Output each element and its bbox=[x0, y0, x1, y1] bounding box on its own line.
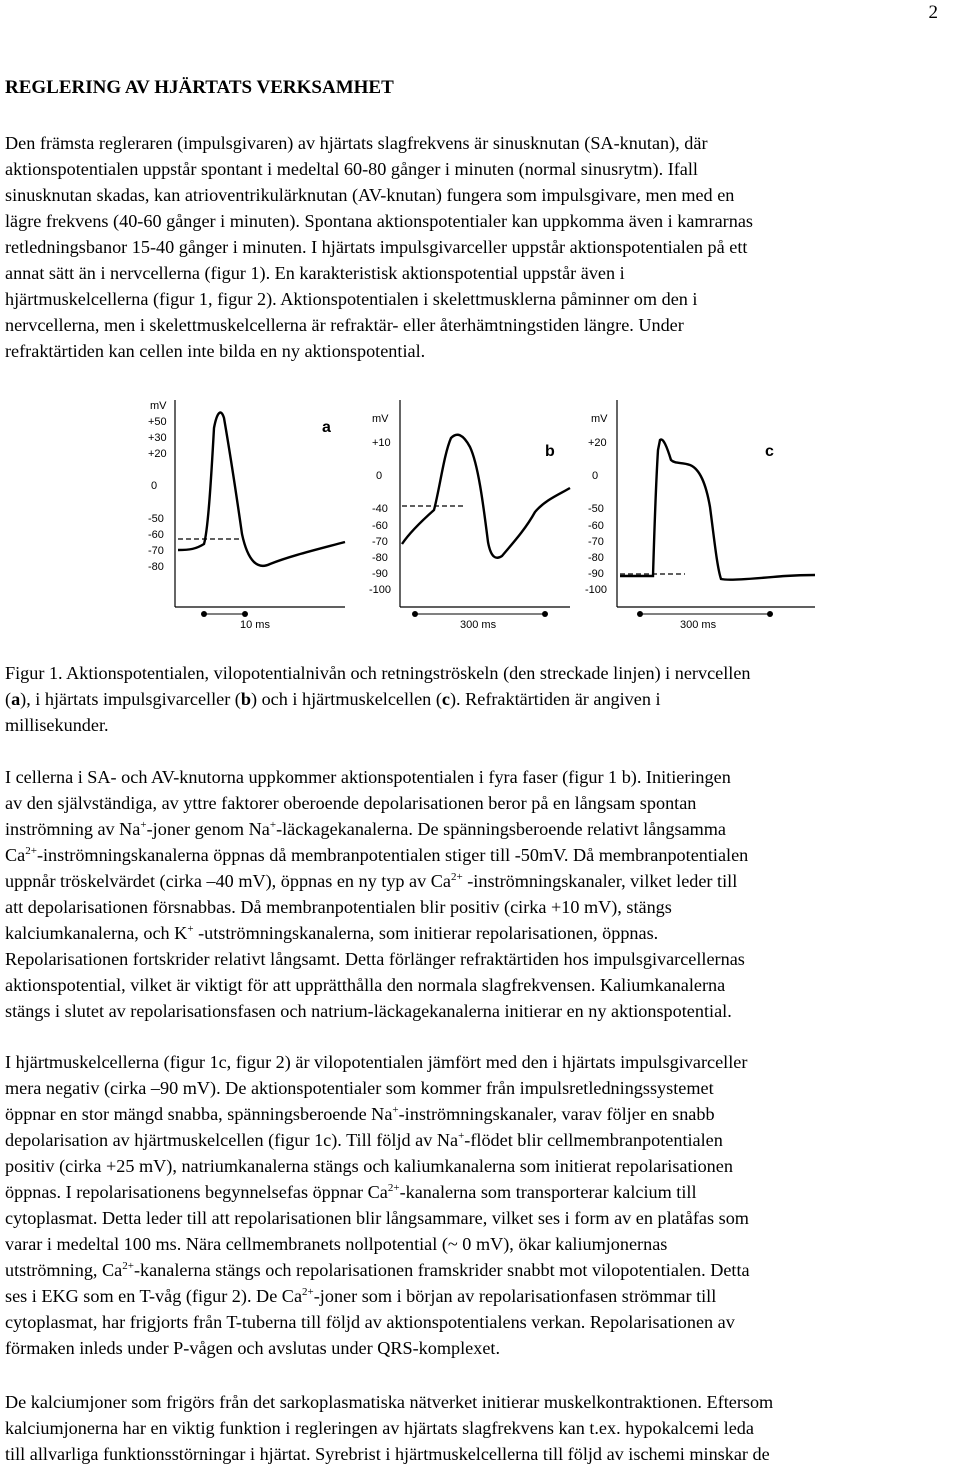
axis-tick-label: +30 bbox=[148, 432, 167, 444]
text-line bbox=[5, 842, 955, 868]
axis-tick-label: 0 bbox=[592, 470, 599, 482]
text-segment: -flödet blir cellmembranpotentialen bbox=[464, 1130, 723, 1150]
text-segment: ses i EKG som en T-våg (figur 2). De Ca bbox=[5, 1286, 303, 1306]
time-scale-label: 10 ms bbox=[240, 619, 270, 631]
text-line bbox=[5, 1101, 955, 1127]
axis-unit-label: mV bbox=[150, 400, 167, 412]
text-segment: inströmning av Na bbox=[5, 819, 141, 839]
axis-tick-label: -40 bbox=[372, 503, 388, 515]
panel-ref: b bbox=[240, 689, 251, 709]
superscript: + bbox=[269, 818, 277, 831]
scale-bar-end bbox=[412, 611, 418, 617]
panel-letter: c bbox=[765, 443, 774, 460]
text-segment: kalciumkanalerna, och K bbox=[5, 923, 188, 943]
axis-tick-label: -80 bbox=[148, 561, 164, 573]
panel-letter: a bbox=[322, 419, 331, 436]
section-heading: REGLERING AV HJÄRTATS VERKSAMHET bbox=[5, 77, 394, 98]
panel-b bbox=[369, 400, 570, 631]
text-segment: öppnar en stor mängd snabba, spänningsberoende Na bbox=[5, 1104, 393, 1124]
text-segment: -läckagekanalerna. De spänningsberoende relativt långsamma bbox=[276, 819, 727, 839]
axis-tick-label: 0 bbox=[376, 470, 383, 482]
axis-tick-label: -90 bbox=[372, 568, 388, 580]
superscript: + bbox=[392, 1103, 399, 1116]
axis-tick-label: +10 bbox=[372, 437, 391, 449]
time-scale-label: 300 ms bbox=[460, 619, 497, 631]
axis-tick-label: 0 bbox=[151, 480, 158, 492]
scale-bar-end bbox=[242, 611, 248, 617]
axis-tick-label: +20 bbox=[588, 437, 607, 449]
axis-tick-label: -80 bbox=[372, 552, 388, 564]
text-segment: -inströmningskanaler, vilket leder till bbox=[462, 871, 738, 891]
text-segment: -kanalerna stängs och repolarisationen framskrider snabbt mot vilopotentialen. Detta bbox=[133, 1260, 750, 1280]
superscript: + bbox=[187, 922, 194, 935]
axis-tick-label: -60 bbox=[588, 520, 604, 532]
caption-text: ), i hjärtats impulsgivarceller ( bbox=[20, 689, 241, 709]
text-line: kalciumjonerna har en viktig funktion i regleringen av hjärtats slagfrekvens kan t.ex. hypokalcemi leda bbox=[5, 1418, 754, 1438]
superscript: 2+ bbox=[122, 1259, 134, 1272]
text-line: till allvarliga funktionsstörningar i hjärtat. Syrebrist i hjärtmuskelcellerna till följd av ischemi minskar de bbox=[5, 1444, 770, 1464]
text-line bbox=[5, 816, 955, 842]
superscript: 2+ bbox=[302, 1285, 314, 1298]
text-line: aktionspotentialen uppstår spontant i medeltal 60-80 gånger i minuten (normal sinusrytm). Ifall bbox=[5, 159, 698, 179]
text-line: varar i medeltal 100 ms. Nära cellmembranets nollpotential (~ 0 mV), ökar kaliumjonernas bbox=[5, 1234, 668, 1254]
calcium-paragraph bbox=[5, 1389, 955, 1467]
text-line bbox=[5, 1127, 955, 1153]
text-line: att depolarisationen försnabbas. Då membranpotentialen blir positiv (cirka +10 mV), stängs bbox=[5, 897, 672, 917]
text-segment: Ca bbox=[5, 845, 26, 865]
text-segment: -inströmningskanaler, varav följer en snabb bbox=[398, 1104, 715, 1124]
axis-tick-label: +50 bbox=[148, 416, 167, 428]
text-segment: -joner genom Na bbox=[146, 819, 270, 839]
axis-tick-label: +20 bbox=[148, 448, 167, 460]
sa-av-paragraph bbox=[5, 764, 955, 1024]
text-segment: utströmning, Ca bbox=[5, 1260, 123, 1280]
panel-ref: c bbox=[441, 689, 450, 709]
text-line: sinusknutan skadas, kan atrioventrikulärknutan (AV-knutan) fungera som impulsgivare, men med en bbox=[5, 185, 735, 205]
text-segment: uppnår tröskelvärdet (cirka –40 mV), öppnas en ny typ av Ca bbox=[5, 871, 451, 891]
panel-c bbox=[585, 400, 815, 631]
text-line: cytoplasmat, har frigjorts från T-tuberna till följd av aktionspotentialens verkan. Repolarisationen av bbox=[5, 1312, 735, 1332]
superscript: 2+ bbox=[387, 1181, 400, 1194]
axis-tick-label: -50 bbox=[588, 503, 604, 515]
superscript: + bbox=[458, 1129, 465, 1142]
scale-bar-end bbox=[542, 611, 548, 617]
text-line: positiv (cirka +25 mV), natriumkanalerna stängs och kaliumkanalerna som initierat repolarisationen bbox=[5, 1156, 733, 1176]
panel-a bbox=[148, 400, 345, 631]
text-line: mera negativ (cirka –90 mV). De aktionspotentialer som kommer från impulsretledningssystemet bbox=[5, 1078, 714, 1098]
text-line bbox=[5, 1179, 955, 1205]
text-line: Repolarisationen fortskrider relativt långsamt. Detta förlänger refraktärtiden hos impulsgivarcellernas bbox=[5, 949, 745, 969]
text-line: lägre frekvens (40-60 gånger i minuten). Spontana aktionspotentialer kan uppkomma även i kamrarnas bbox=[5, 211, 753, 231]
text-line: De kalciumjoner som frigörs från det sarkoplasmatiska nätverket initierar muskelkontraktionen. Eftersom bbox=[5, 1392, 774, 1412]
axis-tick-label: -70 bbox=[372, 536, 388, 548]
scale-bar-end bbox=[767, 611, 773, 617]
axis-tick-label: -50 bbox=[148, 513, 164, 525]
text-line: annat sätt än i nervcellerna (figur 1). En karakteristisk aktionspotential uppstår även i bbox=[5, 263, 625, 283]
time-scale-label: 300 ms bbox=[680, 619, 717, 631]
text-line: av den självständiga, av yttre faktorer oberoende depolarisationen beror på en långsam spontan bbox=[5, 793, 697, 813]
action-potential-trace bbox=[178, 413, 345, 566]
text-line: hjärtmuskelcellerna (figur 1, figur 2). Aktionspotentialen i skelettmusklerna påminner om den i bbox=[5, 289, 698, 309]
text-line: förmaken inleds under P-vågen och avslutas under QRS-komplexet. bbox=[5, 1338, 500, 1358]
figure-caption bbox=[5, 660, 955, 738]
axis-tick-label: -100 bbox=[585, 584, 608, 596]
text-line: Den främsta regleraren (impulsgivaren) av hjärtats slagfrekvens är sinusknutan (SA-knutan), där bbox=[5, 133, 708, 153]
action-potential-figure bbox=[140, 392, 820, 632]
action-potential-trace bbox=[620, 439, 815, 579]
text-segment: -utströmningskanalerna, som initierar repolarisationen, öppnas. bbox=[193, 923, 659, 943]
caption-text: ( bbox=[5, 689, 12, 709]
text-line bbox=[5, 1257, 955, 1283]
text-line: nervcellerna, men i skelettmuskelcellerna är refraktär- eller återhämtningstiden längre. Under bbox=[5, 315, 684, 335]
axis-tick-label: -90 bbox=[588, 568, 604, 580]
axis-tick-label: -70 bbox=[588, 536, 604, 548]
page-number: 2 bbox=[928, 2, 938, 23]
axis-tick-label: -100 bbox=[369, 584, 392, 596]
caption-line: Figur 1. Aktionspotentialen, vilopotentialnivån och retningströskeln (den streckade linjen) i nervcellen bbox=[5, 663, 751, 683]
scale-bar-end bbox=[201, 611, 207, 617]
caption-text: ). Refraktärtiden är angiven i bbox=[449, 689, 661, 709]
text-segment: -kanalerna som transporterar kalcium till bbox=[399, 1182, 697, 1202]
caption-line bbox=[5, 686, 955, 712]
superscript: + bbox=[140, 818, 147, 831]
text-segment: depolarisation av hjärtmuskelcellen (figur 1c). Till följd av Na bbox=[5, 1130, 459, 1150]
intro-paragraph bbox=[5, 130, 955, 364]
superscript: 2+ bbox=[25, 844, 37, 857]
text-line: retledningsbanor 15-40 gånger i minuten. I hjärtats impulsgivarceller uppstår aktionspotentialen på ett bbox=[5, 237, 748, 257]
text-segment: -inströmningskanalerna öppnas då membranpotentialen stiger till -50mV. Då membranpotentialen bbox=[36, 845, 749, 865]
axis-tick-label: -60 bbox=[148, 529, 164, 541]
cardiomyocyte-paragraph bbox=[5, 1049, 955, 1361]
text-line: cytoplasmat. Detta leder till att repolarisationen blir långsammare, vilket ses i form av en platåfas som bbox=[5, 1208, 749, 1228]
text-line: I cellerna i SA- och AV-knutorna uppkommer aktionspotentialen i fyra faser (figur 1 b). Initieringen bbox=[5, 767, 731, 787]
caption-text: ) och i hjärtmuskelcellen ( bbox=[250, 689, 442, 709]
text-line: aktionspotential, vilket är viktigt för att upprätthålla den normala slagfrekvensen. Kaliumkanalerna bbox=[5, 975, 726, 995]
axis-tick-label: -70 bbox=[148, 545, 164, 557]
text-line: refraktärtiden kan cellen inte bilda en ny aktionspotential. bbox=[5, 341, 426, 361]
caption-line: millisekunder. bbox=[5, 715, 109, 735]
text-segment: öppnas. I repolarisationens begynnelsefas öppnar Ca bbox=[5, 1182, 388, 1202]
axis-tick-label: -80 bbox=[588, 552, 604, 564]
axis-unit-label: mV bbox=[591, 413, 608, 425]
axis-tick-label: -60 bbox=[372, 520, 388, 532]
text-line bbox=[5, 920, 955, 946]
text-line: stängs i slutet av repolarisationsfasen och natrium-läckagekanalerna initierar en ny aktionspotential. bbox=[5, 1001, 732, 1021]
superscript: 2+ bbox=[450, 870, 463, 883]
text-line bbox=[5, 1283, 955, 1309]
text-line bbox=[5, 868, 955, 894]
scale-bar-end bbox=[637, 611, 643, 617]
text-segment: -joner som i början av repolarisationfasen strömmar till bbox=[313, 1286, 717, 1306]
panel-ref: a bbox=[11, 689, 21, 709]
axis-unit-label: mV bbox=[372, 413, 389, 425]
text-line: I hjärtmuskelcellerna (figur 1c, figur 2) är vilopotentialen jämfört med den i hjärtats impulsgivarceller bbox=[5, 1052, 748, 1072]
panel-letter: b bbox=[545, 443, 555, 460]
